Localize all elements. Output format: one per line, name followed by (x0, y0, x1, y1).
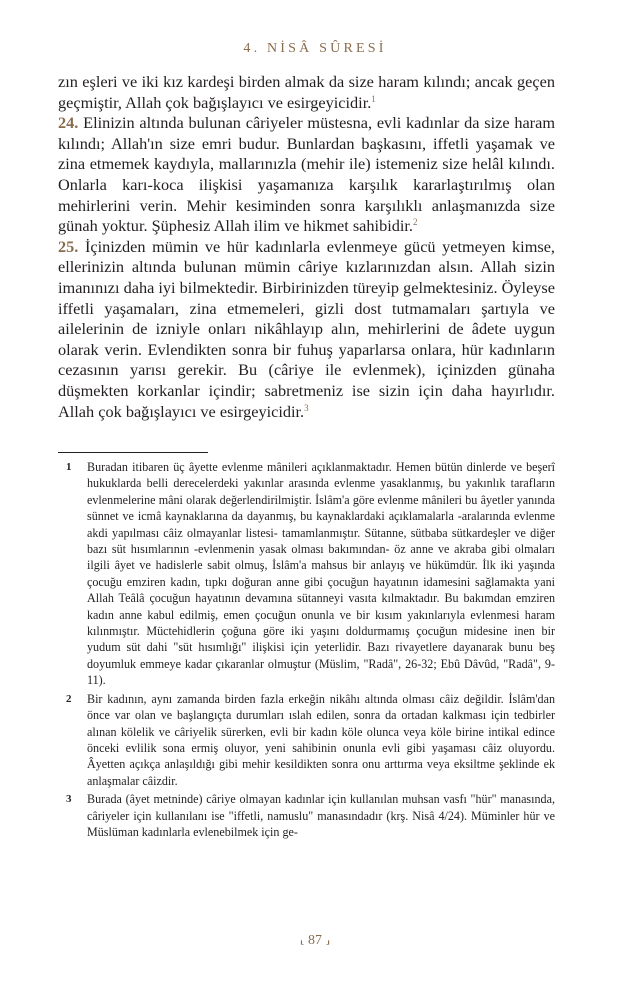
footnote-text: Bir kadının, aynı zamanda birden fazla erkeğin nikâhı altında olması câiz değildir. İslâm'dan önce var olan ve başlangıçta durumları ıslah edilen, sonra da ortadan kalkması için tedbirler alınan kölelik ve câriyelik sürerken, evli bir kadın köle olunca veya köle birine intikal edince önceki evlilik sona ermiş oluyor, yeni sahibinin onunla evli gibi yaşaması câiz oluyordu. Âyetten açıkça anlaşıldığı gibi mehir kesildikten sonra onu arttırma veya eksiltme şeklinde ek anlaşmalar câizdir. (87, 691, 555, 788)
paragraph-continuation (58, 72, 555, 113)
paragraph-text: zın eşleri ve iki kız kardeşi birden almak da size haram kılındı; ancak geçen geçmiştir, Allah çok bağışlayıcı ve esirgeyicidir. (58, 72, 555, 112)
verse-24 (58, 113, 555, 237)
footnote-text: Buradan itibaren üç âyette evlenme mânileri açıklanmaktadır. Hemen bütün dinlerde ve beşerî hukuklarda belli derecelerdeki yakınlar arasında evlenme yasaklanmış, bu yakınlık tarafların evlenmelerine mâni olarak değerlendirilmiştir. İslâm'a göre evlenme mânileri bu âyetler yanında sünnet ve icmâ kaynaklarına da dayanmış, bu kaynaklardaki açıklamalarla -aralarında evlenme akdi yapılması câiz olmayanlar listesi- tamamlanmıştır. Sütanne, sütbaba sütkardeşler ve diğer bazı süt hısımlarının -evlenmenin yasak olması bakımından- öz anne ve akraba gibi olmaları ilgili âyet ve hadislerle sabit olmuş, İslâm'a mahsus bir anlayış ve hükümdür. İlk iki yaşında çocuğu emziren kadın, tıpkı doğuran anne gibi çocuğun hayatının idamesini sağlamakta yani Allah Teâlâ çocuğun hayatının devamına sütanneyi vasıta kılmaktadır. Bu bakımdan emziren kadın anne kabul edilmiş, emen çocuğun onunla ve bir kısım yakınlarıyla evlenmesi haram kılınmıştır. Müctehidlerin çoğuna göre iki yaşını doldurmamış çocuğun midesine inen bir yudum süt dahi "süt hısımlığı" ilişkisi için yeterlidir. Bazı rivayetlere dayanarak bunu beş doyumluk emmeye kadar çıkaranlar olmuştur (Müslim, "Radâ", 26-32; Ebû Dâvûd, "Radâ", 9-11). (87, 460, 555, 688)
footnote-1 (58, 459, 555, 689)
page-number (0, 932, 630, 949)
ornament-right-icon: ⸥ (325, 932, 331, 946)
footnote-number: 1 (66, 461, 72, 473)
footnote-number: 3 (66, 793, 72, 806)
verse-25 (58, 237, 555, 422)
ornament-left-icon: ⸤ (299, 932, 305, 946)
footnote-number: 2 (66, 692, 72, 705)
footnotes (58, 459, 555, 842)
verse-number: 24. (58, 113, 79, 133)
footnote-3 (58, 791, 555, 840)
main-text (58, 72, 555, 422)
footnote-ref-3[interactable]: 3 (304, 402, 309, 413)
verse-number: 25. (58, 236, 79, 256)
verse-text: Elinizin altında bulunan câriyeler müstesna, evli kadınlar da size haram kılındı; Allah'ın size emri budur. Bunlardan başkasını, iffetli yaşamak ve zina etmemek kaydıyla, mallarınızla (mehir ile) istemeniz size helâl kılındı. Onlarla karı-koca ilişkisi yaşamanıza karşılık kararlaştırılmış olan mehirlerini verin. Mehir kesiminden sonra karşılıklı anlaşmanızda size günah yoktur. Şüphesiz Allah ilim ve hikmet sahibidir. (58, 113, 555, 236)
footnote-ref-1[interactable]: 1 (371, 93, 376, 104)
footnote-text: Burada (âyet metninde) câriye olmayan kadınlar için kullanılan muhsan vasfı "hür" manasında, câriyeler için kullanılanı ise "iffetli, namuslu" manasındadır (krş. Nisâ 4/24). Müminler hür ve Müslüman kadınlarla evlenebilmek için ge- (87, 792, 555, 839)
footnote-divider (58, 452, 208, 453)
footnote-ref-2[interactable]: 2 (413, 217, 418, 228)
verse-text: İçinizden mümin ve hür kadınlarla evlenmeye gücü yetmeyen kimse, ellerinizin altında bulunan mümin câriye kızlarınızdan alsın. Allah sizin imanınızı daha iyi bilmektedir. Birbirinizden türeyip gelmektesiniz. Öyleyse iffetli yaşamaları, zina etmemeleri, gizli dost tutmamaları şartıyla ve ailelerinin de izniyle onları nikâhlayıp alın, mehirlerini de âdete uygun olarak verin. Evlendikten sonra bir fuhuş yaparlarsa onlara, hür kadınların cezasının yarısı gerekir. Bu (câriye ile evlenmek), içinizden günaha düşmekten korkanlar içindir; sabretmeniz ise sizin için daha hayırlıdır. Allah çok bağışlayıcı ve esirgeyicidir. (58, 236, 556, 421)
running-header: 4. NİSÂ SÛRESİ (243, 41, 387, 56)
footnote-2 (58, 691, 555, 789)
page-number-text: 87 (308, 933, 322, 948)
